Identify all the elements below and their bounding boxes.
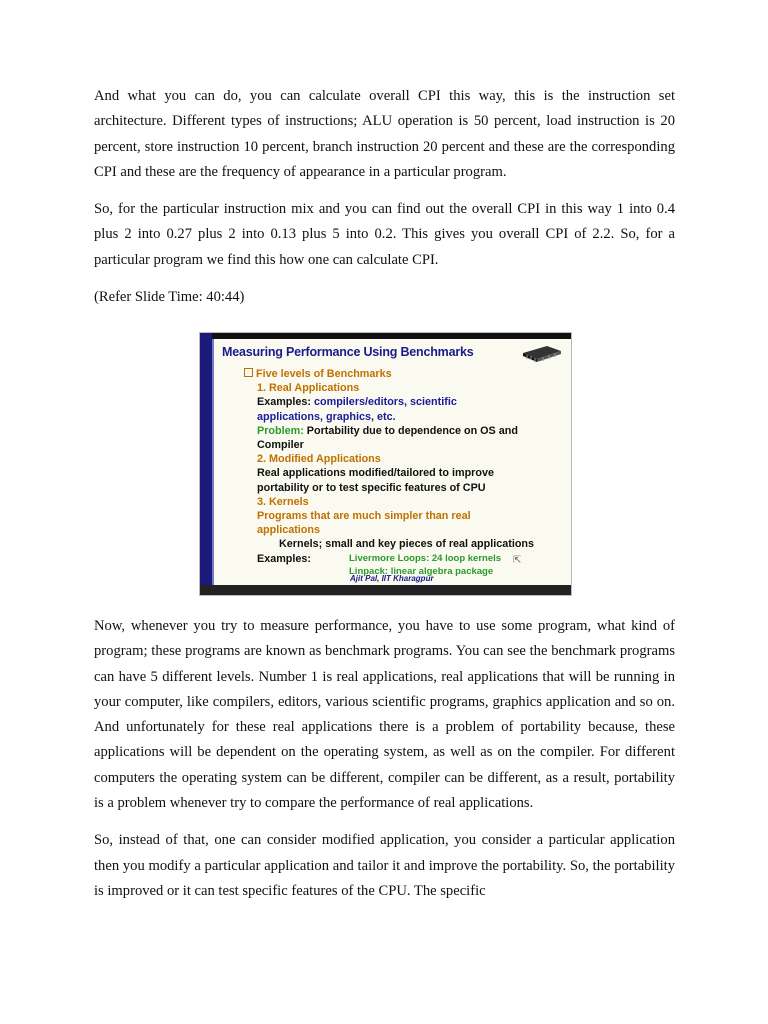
slide-problem-label: Problem: — [257, 424, 307, 437]
slide-heading — [244, 367, 557, 381]
slide-item-1: 1. Real Applications — [257, 382, 360, 395]
slide-example-linpack: Linpack: linear algebra package — [349, 565, 494, 577]
slide-examples2-label: Examples: — [257, 552, 312, 565]
slide-example-livermore: Livermore Loops: 24 loop kernels — [349, 552, 502, 564]
slide-examples-value-1: compilers/editors, scientific — [314, 396, 457, 409]
slide-left-bar — [200, 333, 212, 595]
slide-item-3-text-2: applications — [257, 524, 320, 537]
slide-body — [244, 367, 557, 578]
slide-item-2-text-1: Real applications modified/tailored to improve — [257, 467, 494, 480]
slide-frame — [199, 332, 572, 596]
slide-item-2: 2. Modified Applications — [257, 453, 381, 466]
slide-problem-line — [244, 424, 557, 438]
slide-left-accent — [212, 339, 214, 595]
slide-examples-value-2: applications, graphics, etc. — [257, 410, 396, 423]
slide-item-2-text-2: portability or to test specific features of CPU — [257, 481, 486, 494]
paragraph-cpi-intro: And what you can do, you can calculate overall CPI this way, this is the instruction set architecture. Different types of instructions; ALU operation is 50 percent, load instruction is 20 percent, store instruction 10 percent, branch instruction 20 percent and these are the corresponding CPI and these are the frequency of appearance in a particular program. — [94, 88, 675, 180]
slide-footer-bar — [200, 585, 571, 595]
paragraph-modified-application: So, instead of that, one can consider modified application, you consider a particular application then you modify a particular application and tailor it and improve the portability. So, the portability is improved or it can test specific features of the CPU. The specific — [94, 832, 675, 899]
slide-image — [199, 332, 570, 594]
slide-problem-value-1: Portability due to dependence on OS and — [306, 424, 518, 437]
slide-kernels-text: Kernels; small and key pieces of real applications — [279, 538, 535, 551]
slide-item-3-text-1: Programs that are much simpler than real — [257, 510, 471, 523]
chip-icon — [519, 343, 563, 363]
paragraph-benchmark-programs: Now, whenever you try to measure performance, you have to use some program, what kind of program; these programs are known as benchmark programs. You can see the benchmark programs can have 5 different levels. Number 1 is real applications, real applications that will be running in your computer, like compilers, editors, various scientific programs, graphics application and so on. And unfortunately for these real applications there is a problem of portability because, these applications will be dependent on the operating system, as well as on the compiler. For different computers the operating system can be different, compiler can be different, as a result, portability is a problem whenever try to compare the performance of real applications. — [94, 618, 675, 812]
slide-heading-text: Five levels of Benchmarks — [256, 368, 392, 380]
refer-slide-time: (Refer Slide Time: 40:44) — [94, 289, 245, 306]
document-body — [94, 84, 675, 310]
paragraph-cpi-calc: So, for the particular instruction mix and you can find out the overall CPI in this way 1 into 0.4 plus 2 into 0.27 plus 2 into 0.13 plus 5 into 0.2. This gives you overall CPI of 2.2. So, for a particular program we find this how one can calculate CPI. — [94, 201, 675, 268]
slide-title: Measuring Performance Using Benchmarks — [222, 345, 474, 359]
slide-item-3: 3. Kernels — [257, 495, 309, 508]
slide-examples-line — [244, 395, 557, 409]
slide-examples-label: Examples: — [257, 396, 315, 409]
document-body-lower — [94, 614, 675, 904]
slide-top-bar — [200, 333, 571, 339]
slide-problem-value-2: Compiler — [257, 439, 304, 452]
slide-credit: Ajit Pal, IIT Kharagpur — [350, 574, 434, 583]
mouse-cursor-icon: ⇱ — [513, 555, 522, 566]
checkbox-bullet-icon — [244, 368, 253, 377]
